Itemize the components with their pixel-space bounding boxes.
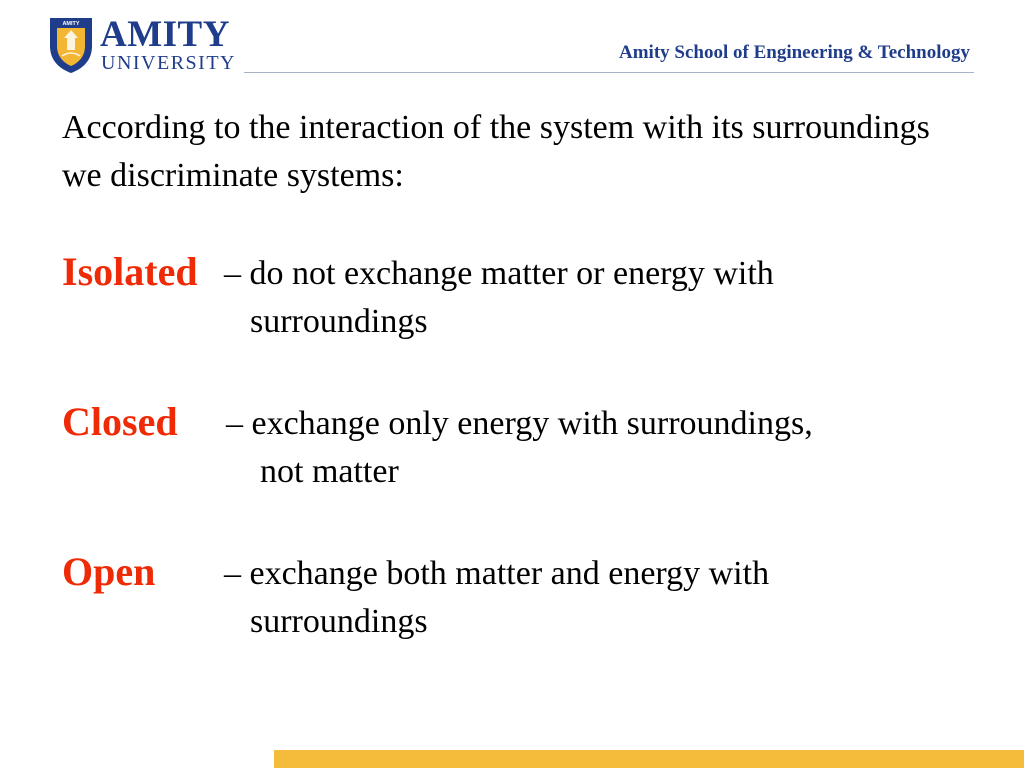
slide-content [62,104,962,644]
logo-name: AMITY [100,14,230,55]
header-title: Amity School of Engineering & Technology [619,42,970,63]
system-isolated [62,248,962,344]
open-desc-line1: – exchange both matter and energy with [224,555,770,592]
closed-desc-line1: – exchange only energy with surroundings, [226,405,813,442]
amity-shield-icon [48,16,94,74]
isolated-desc-line1: – do not exchange matter or energy with [224,255,774,292]
shield-text: AMITY [62,21,80,27]
system-open [62,548,962,644]
amity-logo [48,14,236,78]
isolated-desc-line2: surroundings [250,303,428,340]
system-closed [62,398,962,494]
open-desc-line2: surroundings [250,603,428,640]
intro-text: According to the interaction of the system with its surroundings we discriminate systems: [62,109,930,194]
term-open: Open [62,549,156,594]
logo-subtitle: UNIVERSITY [101,52,236,74]
footer-accent-bar [274,750,1024,768]
term-isolated: Isolated [62,249,198,294]
closed-desc-line2: not matter [260,453,399,490]
term-closed: Closed [62,399,178,444]
header-divider [244,72,974,73]
